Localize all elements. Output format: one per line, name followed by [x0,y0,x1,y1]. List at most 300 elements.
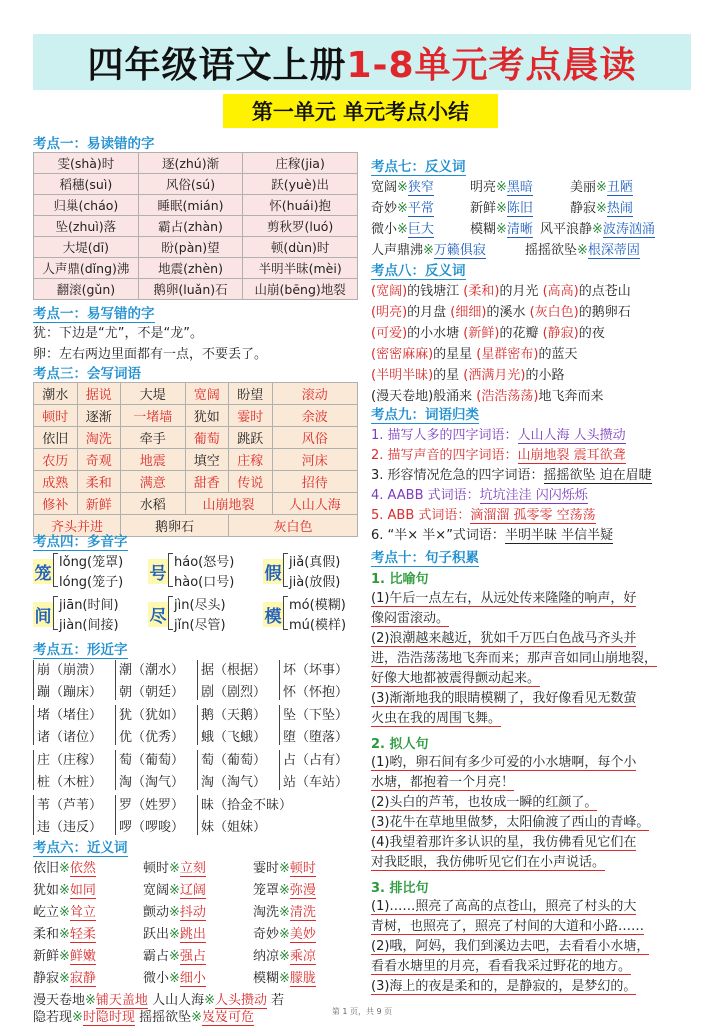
similar-char: 优（优秀） [119,730,185,745]
pron-cell: 风俗(sú) [138,174,243,195]
mark: ※ [169,883,180,898]
collocation-part: 的蓝天 [538,347,578,362]
synonym-answer: 美妙 [289,927,316,942]
polyphone-reading: háo(怒号) [174,555,235,570]
collocation-part: 的鹅卵石 [578,305,631,320]
mark: ※ [279,927,290,942]
brace-shape [115,795,117,835]
sentence-text: (4)我望着那许多认识的星，我仿佛看见它们在 [371,835,637,850]
synonym-word: 新鲜 [33,949,60,964]
sentence-text: (2)浪潮越来越近，犹如千万匹白色战马齐头并 [371,631,637,646]
synonym-answer: 辽阔 [179,883,206,898]
synonym-word: 微小 [143,971,170,986]
synonym-word: 柔和 [33,927,60,942]
class-words: 人山人海 人头攒动 [517,428,626,443]
word-cell: 葡萄 [185,427,229,449]
synonym-word: 霎时 [253,861,280,876]
collocation-line [371,301,631,320]
mark: ※ [204,993,215,1008]
similar-pair [33,659,102,700]
synonym-word: 宽阔 [143,883,170,898]
mark: ※ [496,180,507,195]
sentence-line [371,589,701,609]
similar-pair [115,749,184,790]
polyphone-reading: lóng(笼子) [59,575,124,590]
pron-cell: 雯(shà)时 [34,153,139,174]
mark: ※ [496,201,507,216]
word-cell: 余波 [272,405,357,427]
brace-shape [197,705,199,745]
word-cell: 地震 [121,449,185,471]
pron-cell: 跃(yuè)出 [243,174,358,195]
pron-row [34,279,358,300]
antonym-word: 人声鼎沸 [371,243,424,258]
words-row [34,427,358,449]
antonym-pair [470,197,533,216]
collocation-part: (灰白色) [529,305,579,320]
collocation-part: (洒满月光) [463,368,526,383]
pron-cell: 翻滚(gǔn) [34,279,139,300]
collocation-part: 的小水塘 [407,326,464,341]
sentence-text: (1)午后一点左右，从远处传来隆隆的响声，好 [371,591,637,606]
polyphone-reading: hào(口号) [174,575,235,590]
collocation-part: (静寂) [542,326,579,341]
synonym-pair [143,967,206,986]
word-cell: 新鲜 [77,493,121,515]
class-words: 滴溜溜 孤零零 空荡荡 [470,508,596,523]
word-cell: 盼望 [229,383,273,405]
synonym-answer: 细小 [179,971,206,986]
synonym-word: 屹立 [33,905,60,920]
similar-pair [115,704,184,745]
synonym-pair [33,857,96,876]
synonym-pair [33,945,96,964]
sub-head-parallelism: 3. 排比句 [371,881,429,896]
collocation-part: (细细) [450,305,487,320]
similar-pair [197,659,266,700]
brace-shape [283,596,288,630]
synonym-answer: 强占 [179,949,206,964]
sub-head-metaphor: 1. 比喻句 [371,572,429,587]
similar-char: 庄（庄稼） [37,753,103,768]
pron-cell: 半明半昧(mèi) [243,258,358,279]
antonym-pair [371,197,434,216]
sentence-text: (2)头白的芦苇，也妆成一瞬的红颜了。 [371,795,598,810]
word-cell: 犹如 [185,405,229,427]
class-line [371,464,652,483]
pron-cell: 地震(zhèn) [138,258,243,279]
synonym-answer: 弥漫 [289,883,316,898]
similar-char: 妹（姐妹） [201,820,267,835]
antonym-word: 模糊 [470,222,497,237]
mark: ※ [397,222,408,237]
word-cell: 农历 [34,449,78,471]
brace-shape [283,553,288,587]
collocation-part: 的溪水 [486,305,530,320]
antonym-pair [570,197,633,216]
synonym-answer: 寂静 [69,971,96,986]
title-part-2: 1-8单元考点晨读 [346,44,637,86]
mark: ※ [59,905,70,920]
class-label: 5. ABB 式词语： [371,508,471,523]
sentence-line [371,649,701,669]
pronunciation-table [33,152,358,300]
pron-row [34,153,358,174]
collocation-part: 的夜 [578,326,605,341]
word-cell: 齐头并进 [34,515,121,537]
writing-words-table [33,382,358,537]
sentence-text: 像闷雷滚动。 [371,611,450,626]
brace-shape [33,705,35,745]
synonym-word: 隐若现 [33,1010,73,1025]
mark: ※ [279,949,290,964]
similar-char: 堵（堵住） [37,708,103,723]
sentence-text: 水塘，都抱着一个月亮！ [371,775,515,790]
polyphone-reading: mó(模糊) [289,598,346,613]
antonym-pair [570,176,633,195]
collocation-line [371,385,603,404]
pron-cell: 逐(zhú)渐 [138,153,243,174]
collocation-part: (浩浩荡荡) [476,389,539,404]
polyphone-reading: jǐn(尽管) [174,618,226,633]
synonym-pair [143,945,206,964]
antonym-pair [470,176,533,195]
word-cell: 成熟 [34,471,78,493]
word-cell: 甜香 [185,471,229,493]
collocation-line [371,364,564,383]
section-head-k2: 考点一：易写错的字 [33,306,155,322]
brace-shape [279,750,281,790]
word-cell: 人山人海 [272,493,357,515]
mark: ※ [592,222,603,237]
section-head-k10: 考点十：句子积累 [371,550,479,566]
sentence-line [371,629,701,649]
synonym-pair [33,879,96,898]
pron-cell: 庄稼(jia) [243,153,358,174]
word-cell: 满意 [121,471,185,493]
collocation-part: 的小路 [525,368,565,383]
word-cell: 一堵墙 [121,405,185,427]
mark: ※ [59,949,70,964]
antonym-word: 风平浪静 [540,222,593,237]
class-line [371,484,588,503]
antonym-answer: 波涛汹涌 [602,222,655,237]
sentence-line [371,813,701,833]
page-footer: 第 1 页，共 9 页 [331,1007,393,1016]
collocation-line [371,343,577,362]
synonym-word: 模糊 [253,971,280,986]
sentence-line [371,897,701,917]
synonym-answer: 如同 [69,883,96,898]
polyphone-reading: jià(放假) [289,575,341,590]
pron-cell: 盼(pàn)望 [138,237,243,258]
synonym-answer: 依然 [69,861,96,876]
collocation-line [371,322,605,341]
mark: ※ [577,243,588,258]
synonym-word: 人山人海 [152,993,205,1008]
word-cell: 顿时 [34,405,78,427]
class-words: 摇摇欲坠 迫在眉睫 [543,468,652,483]
sentence-line [371,833,701,853]
sentence-text: (1)哟，卵石间有多少可爱的小水塘啊，每个小 [371,755,637,770]
synonym-answer: 跳出 [179,927,206,942]
word-cell: 鹅卵石 [121,515,229,537]
antonym-pair [371,218,434,237]
collocation-part: (宽阔) [371,284,408,299]
collocation-part: 的花瓣 [499,326,543,341]
words-row [34,449,358,471]
sentence-line [371,709,701,729]
mark: ※ [279,861,290,876]
similar-pair [279,704,348,745]
synonym-answer: 朦胧 [289,971,316,986]
section-head-k7: 考点七：反义词 [371,159,466,175]
pron-cell: 睡眠(mián) [138,195,243,216]
antonym-pair [540,218,655,237]
collocation-part: (明亮) [371,305,408,320]
mark: ※ [59,971,70,986]
synonym-word: 漫天卷地 [33,993,86,1008]
collocation-part: 般涌来 [433,389,477,404]
mark: ※ [279,905,290,920]
note-line-2: 卵：左右两边里面都有一点，不要丢了。 [33,347,268,362]
similar-char: 苇（芦苇） [37,798,103,813]
word-cell: 柔和 [77,471,121,493]
sentence-text: 火虫在我的周围飞舞。 [371,711,502,726]
mark: ※ [596,180,607,195]
synonym-pair [33,967,96,986]
mark: ※ [169,927,180,942]
section-head-k1: 考点一：易读错的字 [33,136,155,152]
synonym-pair [253,901,316,920]
collocation-part: 的月盘 [407,305,451,320]
word-cell: 逐渐 [77,405,121,427]
polyphone-char: 间 [33,602,53,627]
word-cell: 依旧 [34,427,78,449]
similar-char: 怀（怀抱） [283,685,349,700]
collocation-part: 的月光 [499,284,543,299]
antonym-word: 明亮 [470,180,497,195]
mark: ※ [85,993,96,1008]
sentence-line [371,793,701,813]
synonym-word: 颤动 [143,905,170,920]
sentence-text: 对我眨眼，我仿佛听见它们在小声说话。 [371,855,606,870]
similar-char: 坏（坏事） [283,663,349,678]
word-cell: 修补 [34,493,78,515]
collocation-part: (可爱) [371,326,408,341]
similar-pair [33,749,102,790]
antonym-answer: 狭窄 [407,180,434,195]
class-words: 半明半昧 半信半疑 [504,528,614,543]
synonym-word: 顿时 [143,861,170,876]
similar-char: 萄（葡萄） [119,753,185,768]
synonym-word: 摇摇欲坠 [139,1010,192,1025]
collocation-part: (高高) [542,284,579,299]
similar-pair [197,794,292,835]
synonym-pair [33,923,96,942]
synonym-word: 奇妙 [253,927,280,942]
pron-cell: 霸占(zhàn) [138,216,243,237]
similar-char: 萄（葡萄） [201,753,267,768]
sentence-text: 好像大地都被震得颤动起来。 [371,671,541,686]
word-cell: 潮水 [34,383,78,405]
synonym-pair [143,857,206,876]
sentence-line [371,689,701,709]
antonym-answer: 清晰 [506,222,533,237]
similar-char: 据（根据） [201,663,267,678]
word-cell: 风俗 [272,427,357,449]
collocation-part: 的星星 [433,347,477,362]
antonym-pair [371,239,486,258]
mark: ※ [169,861,180,876]
sentence-line [371,957,701,977]
pron-row [34,237,358,258]
similar-char: 淘（淘气） [201,775,267,790]
collocation-part: (密密麻麻) [371,347,434,362]
word-cell: 滚动 [272,383,357,405]
similar-char: 潮（潮水） [119,663,185,678]
brace-shape [53,596,58,630]
pron-cell: 大堤(dī) [34,237,139,258]
class-label: 3. 形容情况危急的四字词语： [371,468,544,483]
word-cell: 宽阔 [185,383,229,405]
antonym-pair [371,176,434,195]
pron-cell: 顿(dùn)时 [243,237,358,258]
sentence-text: (3)花牛在草地里做梦，太阳偷渡了西山的青峰。 [371,815,650,830]
synonym-word: 霸占 [143,949,170,964]
synonym-answer: 顿时 [289,861,316,876]
similar-char: 崩（崩溃） [37,663,103,678]
synonym-word: 岌岌可危 [202,1010,255,1025]
antonym-answer: 平常 [407,201,434,216]
class-words: 山崩地裂 震耳欲聋 [517,448,626,463]
class-label: 1. 描写人多的四字词语： [371,428,518,443]
synonym-answer: 立刻 [179,861,206,876]
sentence-text: (3)渐渐地我的眼睛模糊了，我好像看见无数萤 [371,691,637,706]
section-head-k3: 考点三：会写词语 [33,366,141,382]
antonym-answer: 根深蒂固 [587,243,640,258]
similar-char: 占（占有） [283,753,349,768]
synonym-answer: 乘凉 [289,949,316,964]
polyphone-reading: jìn(尽头) [174,598,226,613]
words-row [34,405,358,427]
words-row [34,493,358,515]
polyphone-char: 号 [148,559,168,584]
word-cell: 霎时 [229,405,273,427]
synonym-word: 笼罩 [253,883,280,898]
collocation-part: (星群密布) [476,347,539,362]
synonym-word: 犹如 [33,883,60,898]
section-head-k5: 考点五：形近字 [33,642,128,658]
collocation-part: (半明半昧) [371,368,434,383]
similar-pair [279,659,348,700]
brace-shape [33,750,35,790]
collocation-part: 的钱塘江 [407,284,464,299]
mark: ※ [59,861,70,876]
synonym-pair [253,967,316,986]
collocation-part: (漫天卷地) [371,389,434,404]
synonym-word: 跃出 [143,927,170,942]
similar-char: 淘（淘气） [119,775,185,790]
pron-cell: 稻穗(suì) [34,174,139,195]
word-cell: 大堤 [121,383,185,405]
mark: ※ [596,201,607,216]
brace-shape [115,660,117,700]
section-head-k8: 考点八：反义词 [371,263,466,279]
sentence-text: (3)海上的夜是柔和的，是静寂的，是梦幻的。 [371,979,637,994]
word-cell: 跳跃 [229,427,273,449]
class-label: 6. “半× 半×”式词语： [371,528,505,543]
mark: ※ [59,927,70,942]
word-cell: 传说 [229,471,273,493]
brace-shape [197,795,199,835]
word-cell: 牵手 [121,427,185,449]
page-title [33,34,691,90]
sentence-line [371,773,701,793]
word-cell: 奇观 [77,449,121,471]
similar-char: 坠（下坠） [283,708,349,723]
similar-char: 朝（朝廷） [119,685,185,700]
pron-row [34,216,358,237]
synonym-word: 时隐时现 [82,1010,135,1025]
word-cell: 灰白色 [229,515,358,537]
pron-cell: 鹅卵(luǎn)石 [138,279,243,300]
brace-shape [168,596,173,630]
synonym-answer: 清洗 [289,905,316,920]
class-words: 坑坑洼洼 闪闪烁烁 [479,488,588,503]
similar-char: 昧（拾金不昧） [201,798,293,813]
similar-pair [33,794,102,835]
mark: ※ [397,180,408,195]
polyphone-char: 模 [263,602,283,627]
word-cell: 庄稼 [229,449,273,471]
similar-char: 剧（剧烈） [201,685,267,700]
brace-shape [33,660,35,700]
similar-pair [197,749,266,790]
pron-row [34,195,358,216]
brace-shape [115,750,117,790]
antonym-word: 微小 [371,222,398,237]
brace-shape [115,705,117,745]
words-row [34,471,358,493]
brace-shape [33,795,35,835]
antonym-answer: 丑陋 [606,180,633,195]
note-line-1: 犹：下边是“尤”，不是“龙”。 [33,326,203,341]
sentence-line [371,669,701,689]
antonym-word: 美丽 [570,180,597,195]
mark: ※ [169,971,180,986]
synonym-pair [253,857,316,876]
sentence-text: 青树，也照亮了，照亮了村间的大道和小路…… [371,919,645,934]
synonym-answer: 耸立 [69,905,96,920]
unit-subtitle: 第一单元 单元考点小结 [223,94,498,128]
collocation-part: 的星 [433,368,464,383]
brace-shape [279,705,281,745]
polyphone-reading: jiǎ(真假) [289,555,341,570]
collocation-part: 地飞奔而来 [538,389,604,404]
word-cell: 山崩地裂 [185,493,272,515]
sentence-line [371,609,701,629]
synonym-word: 静寂 [33,971,60,986]
class-line [371,504,596,523]
synonym-word: 铺天盖地 [95,993,148,1008]
sentence-text: 进，浩浩荡荡地飞奔而来；那声音如同山崩地裂， [371,651,658,666]
section-head-k6: 考点六：近义词 [33,840,128,856]
similar-pair [115,794,184,835]
antonym-word: 奇妙 [371,201,398,216]
synonym-word: 纳凉 [253,949,280,964]
synonym-pair [33,901,96,920]
